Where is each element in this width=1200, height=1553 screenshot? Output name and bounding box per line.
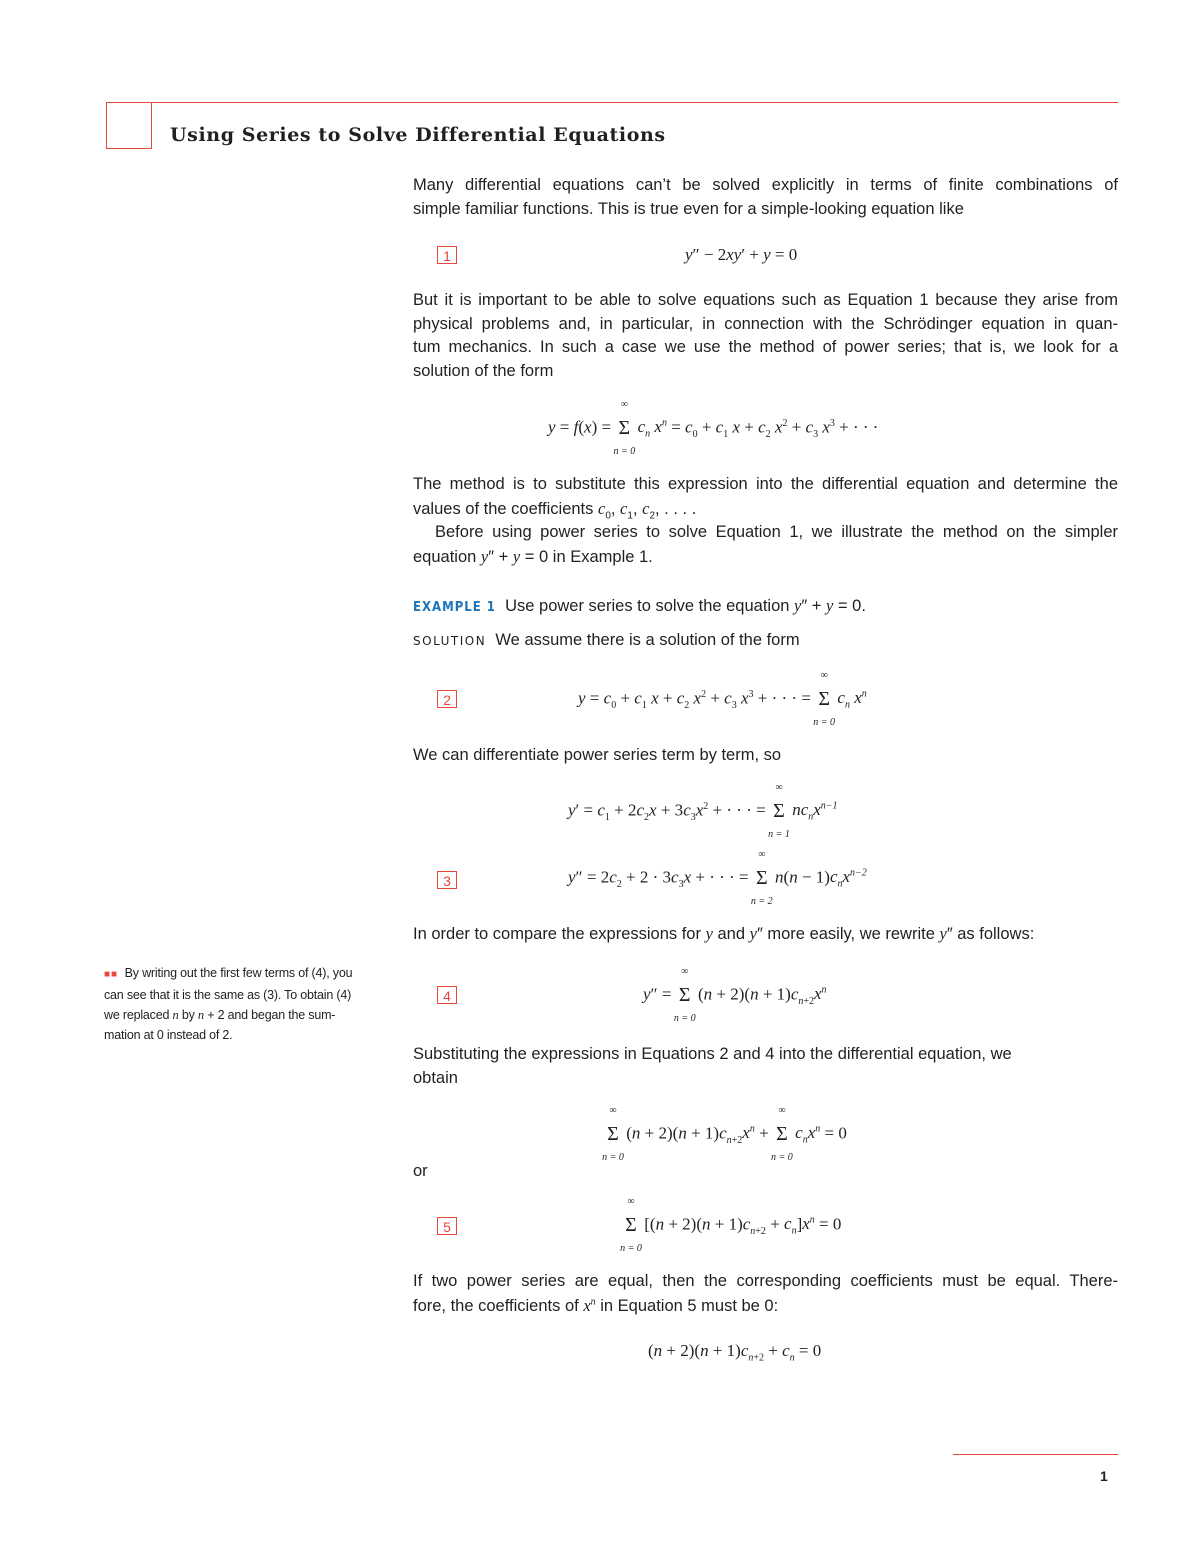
paragraph-line: or (413, 1162, 428, 1180)
paragraph-text: as follows: (957, 925, 1035, 943)
paragraph-line: fore, the coefficients of $x^n$ in Equation 5 must be 0: (413, 1295, 779, 1315)
first-derivative-equation: $y' = c_1 + 2c_2x + 3c_3x^2$ + · · · = ∞ Σ n = 1 $nc_nx^{n-1}$ (568, 782, 838, 840)
equation-5: ∞ Σ n = 0 $[(n + 2)(n + 1)c_{n+2} + c_n]x^n = 0$ (620, 1196, 842, 1254)
paragraph-line: In order to compare the expressions for y and y″ more easily, we rewrite y″ as follows: (413, 924, 1035, 943)
equation-1: y″ − 2xy′ + y = 0 (685, 245, 798, 264)
paragraph-line: equation y″ + y = 0 in Example 1. (413, 546, 653, 566)
paragraph-line: But it is important to be able to solve equations such as Equation 1 because they arise from (413, 291, 1118, 309)
solution-text: We assume there is a solution of the form (495, 631, 800, 649)
combined-equation: ∞ Σ n = 0 $(n + 2)(n + 1)c_{n+2}x^n$ + ∞ Σ n = 0 $c_nx^n = 0$ (602, 1105, 847, 1163)
margin-note-text: we replaced (104, 1008, 170, 1022)
footer-rule (953, 1454, 1118, 1455)
paragraph (413, 1043, 1118, 1090)
paragraph-text: and (717, 925, 746, 943)
paragraph-text: more easily, we rewrite (767, 925, 935, 943)
equation-number: 5 (437, 1217, 457, 1235)
margin-note-text: By writing out the first few terms of (4), you (124, 966, 353, 980)
equation-3: $y'' = 2c_2 + 2 \cdot 3c_3x$ + · · · = ∞ Σ n = 2 $n(n - 1)c_nx^{n-2}$ (568, 849, 867, 907)
equation-number: 2 (437, 690, 457, 708)
example-text: Use power series to solve the equation (505, 597, 790, 615)
paragraph (413, 1160, 1118, 1184)
intro-paragraph (413, 174, 1118, 221)
paragraph-text: in Example 1. (552, 547, 653, 566)
paragraph-line: Substituting the expressions in Equations 2 and 4 into the differential equation, we (413, 1045, 1012, 1063)
power-series-equation: y = f(x) = ∞ Σ n = 0 $c_n$ $x^n = c_0 + c_1$ $x + c_2$ $x^2 + c_3$ $x^3$ + · · · (548, 399, 879, 457)
paragraph-text: in Equation 5 must be 0: (600, 1296, 779, 1315)
paragraph (413, 744, 1118, 768)
equation-4: y″ = ∞ Σ n = 0 $(n + 2)(n + 1)c_{n+2}x^n$ (643, 966, 827, 1024)
paragraph (413, 922, 1118, 947)
paragraph-line: Before using power series to solve Equation 1, we illustrate the method on the simpler (435, 523, 1118, 541)
paragraph-line: The method is to substitute this expression into the differential equation and determine the (413, 475, 1118, 493)
paragraph (413, 1270, 1118, 1318)
paragraph-text: fore, the coefficients of (413, 1296, 579, 1315)
intro-line: Many differential equations can’t be solved explicitly in terms of finite combinations of (413, 176, 1118, 194)
paragraph (413, 289, 1118, 383)
paragraph-line: We can differentiate power series term by term, so (413, 746, 782, 764)
recurrence-equation: $(n + 2)(n + 1)c_{n+2} + c_n = 0$ (648, 1341, 822, 1364)
solution-label: SOLUTION (413, 634, 487, 648)
margin-note-text: mation at 0 instead of 2. (104, 1028, 233, 1042)
margin-note-text: and began the sum- (227, 1008, 336, 1022)
section-box (106, 102, 152, 149)
paragraph-line: tum mechanics. In such a case we use the method of power series; that is, we look for a (413, 338, 1118, 356)
margin-note-text: can see that it is the same as (3). To obtain (4) (104, 988, 352, 1002)
bullet-icon: ■■ (104, 969, 119, 980)
paragraph-line: obtain (413, 1068, 458, 1087)
paragraph-text: In order to compare the expressions for (413, 925, 701, 943)
paragraph-line: solution of the form (413, 361, 554, 380)
equation-2: $y = c_0 + c_1$ $x + c_2$ $x^2 + c_3$ $x^3$ + · · · = ∞ Σ n = 0 $c_n$ $x^n$ (578, 670, 867, 728)
example-heading: EXAMPLE 1 Use power series to solve the equation y″ + y = 0. (413, 596, 866, 615)
equation-number: 4 (437, 986, 457, 1004)
paragraph-text: values of the coefficients (413, 499, 594, 518)
page-number: 1 (1100, 1468, 1108, 1484)
example-label: EXAMPLE 1 (413, 600, 496, 615)
solution-heading (413, 629, 1118, 654)
paragraph-line: values of the coefficients $c_0$, $c_1$, $c_2$, . . . . (413, 498, 697, 521)
paragraph-line: physical problems and, in particular, in connection with the Schrödinger equation in quan- (413, 314, 1118, 333)
intro-line: simple familiar functions. This is true even for a simple-looking equation like (413, 199, 964, 218)
section-title: Using Series to Solve Differential Equations (170, 124, 666, 146)
equation-number: 3 (437, 871, 457, 889)
equation-number: 1 (437, 246, 457, 264)
paragraph-text: equation (413, 547, 477, 566)
header-rule (107, 102, 1118, 103)
paragraph (413, 473, 1118, 569)
margin-note-text: by (181, 1008, 195, 1022)
margin-note: ■■ By writing out the first few terms of (4), you can see that it is the same as (3). To obtain (4) we replaced n by n + 2 and began the sum- mation at 0 instead of 2. (104, 966, 353, 1042)
paragraph-line: If two power series are equal, then the corresponding coefficients must be equal. There- (413, 1272, 1118, 1290)
